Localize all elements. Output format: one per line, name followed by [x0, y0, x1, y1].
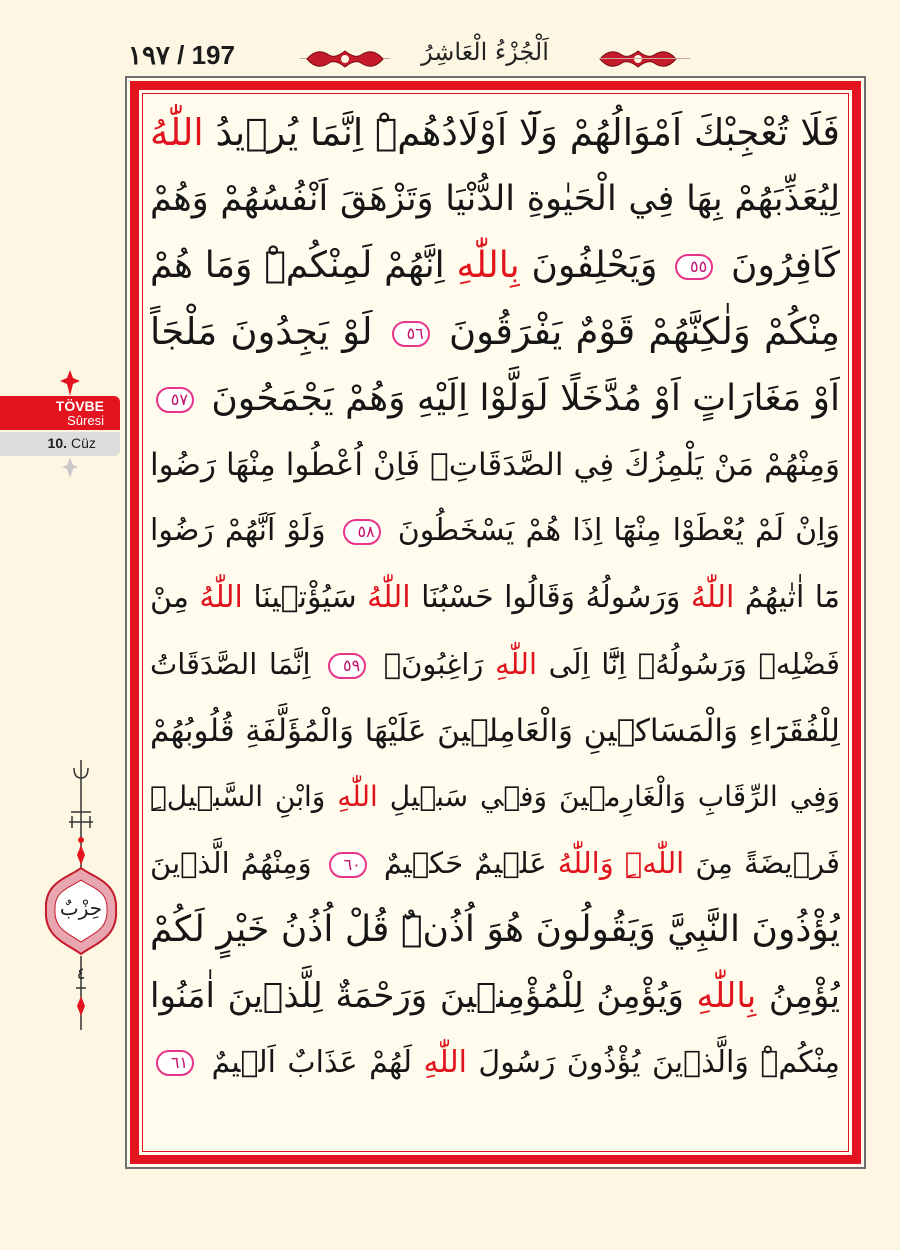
divine-name-text: بِاللّٰهِ [456, 244, 520, 286]
verse-text: لَوْ يَجِدُونَ مَلْجَاً [150, 310, 373, 354]
verse-text: فَر۪يضَةً مِنَ [695, 846, 840, 881]
hizb-number: ٤ [76, 964, 86, 983]
fleur-top-icon [60, 370, 80, 396]
verse-line [150, 830, 840, 896]
verse-line [150, 764, 840, 830]
verse-number-marker: ٥٦ [392, 321, 430, 347]
verse-text: لَهُمْ عَذَابٌ اَل۪يمٌ [211, 1044, 413, 1080]
verse-line [150, 631, 840, 697]
verse-text: مِنْكُمْۜ وَالَّذ۪ينَ يُؤْذُونَ رَسُولَ [478, 1044, 840, 1080]
verse-line [150, 897, 840, 963]
verse-text: يُؤْذُونَ النَّبِيَّ وَيَقُولُونَ هُوَ اُذُنٌۜ قُلْ اُذُنُ خَيْرٍ لَكُمْ [150, 908, 840, 950]
juz-title: اَلْجُزْءُ الْعَاشِرُ [421, 38, 549, 66]
verse-number-marker: ٥٧ [156, 387, 194, 413]
juz-label: Cüz [71, 435, 96, 451]
verse-text: فَلَا تُعْجِبْكَ اَمْوَالُهُمْ وَلَٓا اَوْلَادُهُمْۜ اِنَّمَا يُر۪يدُ [215, 111, 840, 154]
verse-line [150, 432, 840, 498]
verse-text: اِنَّهُمْ لَمِنْكُمْۜ وَمَا هُمْ [150, 244, 445, 286]
fleur-bottom-icon [62, 458, 78, 478]
verse-line [150, 565, 840, 631]
verse-line [150, 166, 840, 232]
verse-text: فَضْلِه۪ وَرَسُولُهُۙ اِنَّٓا اِلَى [548, 647, 840, 682]
surah-name: TÖVBE [55, 398, 104, 414]
verse-text: سَيُؤْت۪ينَا [253, 579, 357, 615]
divine-name-text: اللّٰهِ [337, 780, 378, 813]
verse-number-marker: ٥٨ [343, 519, 381, 545]
divine-name-text: اللّٰهِ [494, 647, 538, 682]
verse-line [150, 233, 840, 299]
hizb-ornament [36, 760, 126, 1030]
verse-line [150, 963, 840, 1029]
verse-number-marker: ٥٥ [675, 254, 713, 280]
verse-text: وَمِنْهُمُ الَّذ۪ينَ [150, 846, 312, 881]
verse-text: يُؤْمِنُ [768, 976, 840, 1017]
divine-name-text: اللّٰهُ [367, 579, 411, 615]
page-number: ١٩٧ / 197 [128, 40, 235, 70]
divine-name-text: وَاللّٰهُ [557, 846, 614, 881]
verse-text: لِلْفُقَرَٓاءِ وَالْمَسَاك۪ينِ وَالْعَامِل۪ينَ عَلَيْهَا وَالْمُؤَلَّفَةِ قُلُوبُهُمْ [150, 712, 840, 749]
header-ornament-left-icon [305, 45, 385, 73]
verse-number-marker: ٦٠ [329, 852, 367, 878]
surah-label: Sûresi [67, 413, 104, 428]
verse-number-marker: ٦١ [156, 1050, 194, 1076]
surah-tab[interactable] [0, 370, 120, 480]
verse-line [150, 299, 840, 365]
verse-text: لِيُعَذِّبَهُمْ بِهَا فِي الْحَيٰوةِ الدُّنْيَا وَتَزْهَقَ اَنْفُسُهُمْ وَهُمْ [150, 179, 840, 220]
verse-text: وَابْنِ السَّب۪يلِۜ [150, 780, 326, 813]
page-header [0, 0, 900, 78]
verse-text: مَٓا اٰتٰيهُمُ [744, 579, 840, 615]
verse-text: وَيُؤْمِنُ لِلْمُؤْمِن۪ينَ وَرَحْمَةٌ لِلَّذ۪ينَ اٰمَنُوا [150, 976, 684, 1017]
verse-line [150, 366, 840, 432]
divine-name-text: اللّٰهُ [199, 579, 243, 615]
hizb-frame-icon [36, 760, 126, 1030]
verse-text: وَفِي الرِّقَابِ وَالْغَارِم۪ينَ وَف۪ي سَب۪يلِ [389, 780, 840, 813]
divine-name-text: بِاللّٰهِ [696, 976, 757, 1017]
verse-text: وَيَحْلِفُونَ [531, 244, 658, 286]
header-rule-right [600, 58, 690, 59]
divine-name-text: اللّٰهِۜ [624, 846, 685, 881]
verse-line [150, 100, 840, 166]
verse-text: وَاِنْ لَمْ يُعْطَوْا مِنْهَٓا اِذَا هُمْ يَسْخَطُونَ [397, 513, 840, 549]
juz-number: 10. [47, 435, 67, 451]
verse-line [150, 1030, 840, 1096]
verse-line [150, 498, 840, 564]
verse-line [150, 698, 840, 764]
verse-text: رَاغِبُونَ۟ [383, 647, 484, 682]
verse-text: وَلَوْ اَنَّهُمْ رَضُوا [150, 513, 326, 549]
verse-text: مِنْكُمْ وَلٰكِنَّهُمْ قَوْمٌ يَفْرَقُونَ [448, 310, 840, 354]
verse-text: اِنَّمَا الصَّدَقَاتُ [150, 647, 311, 682]
verse-text: مِنْ [150, 579, 189, 615]
verse-number-marker: ٥٩ [328, 653, 366, 679]
verse-text: وَرَسُولُهُ وَقَالُوا حَسْبُنَا [421, 579, 681, 615]
header-ornament-right-icon [598, 45, 678, 73]
juz-label-box [0, 432, 120, 456]
verse-text: عَل۪يمٌ حَك۪يمٌ [383, 846, 547, 881]
hizb-label: حِزْبٌ [59, 896, 103, 920]
divine-name-text: اللّٰهُ [150, 111, 204, 154]
divine-name-text: اللّٰهِ [423, 1044, 467, 1080]
verse-text: وَمِنْهُمْ مَنْ يَلْمِزُكَ فِي الصَّدَقَاتِۚ فَاِنْ اُعْطُوا مِنْهَا رَضُوا [150, 447, 840, 483]
verse-text: كَافِرُونَ [731, 244, 840, 286]
verse-text: اَوْ مَغَارَاتٍ اَوْ مُدَّخَلًا لَوَلَّوْا اِلَيْهِ وَهُمْ يَجْمَحُونَ [211, 377, 840, 419]
surah-label-box [0, 396, 120, 430]
divine-name-text: اللّٰهُ [690, 579, 735, 615]
